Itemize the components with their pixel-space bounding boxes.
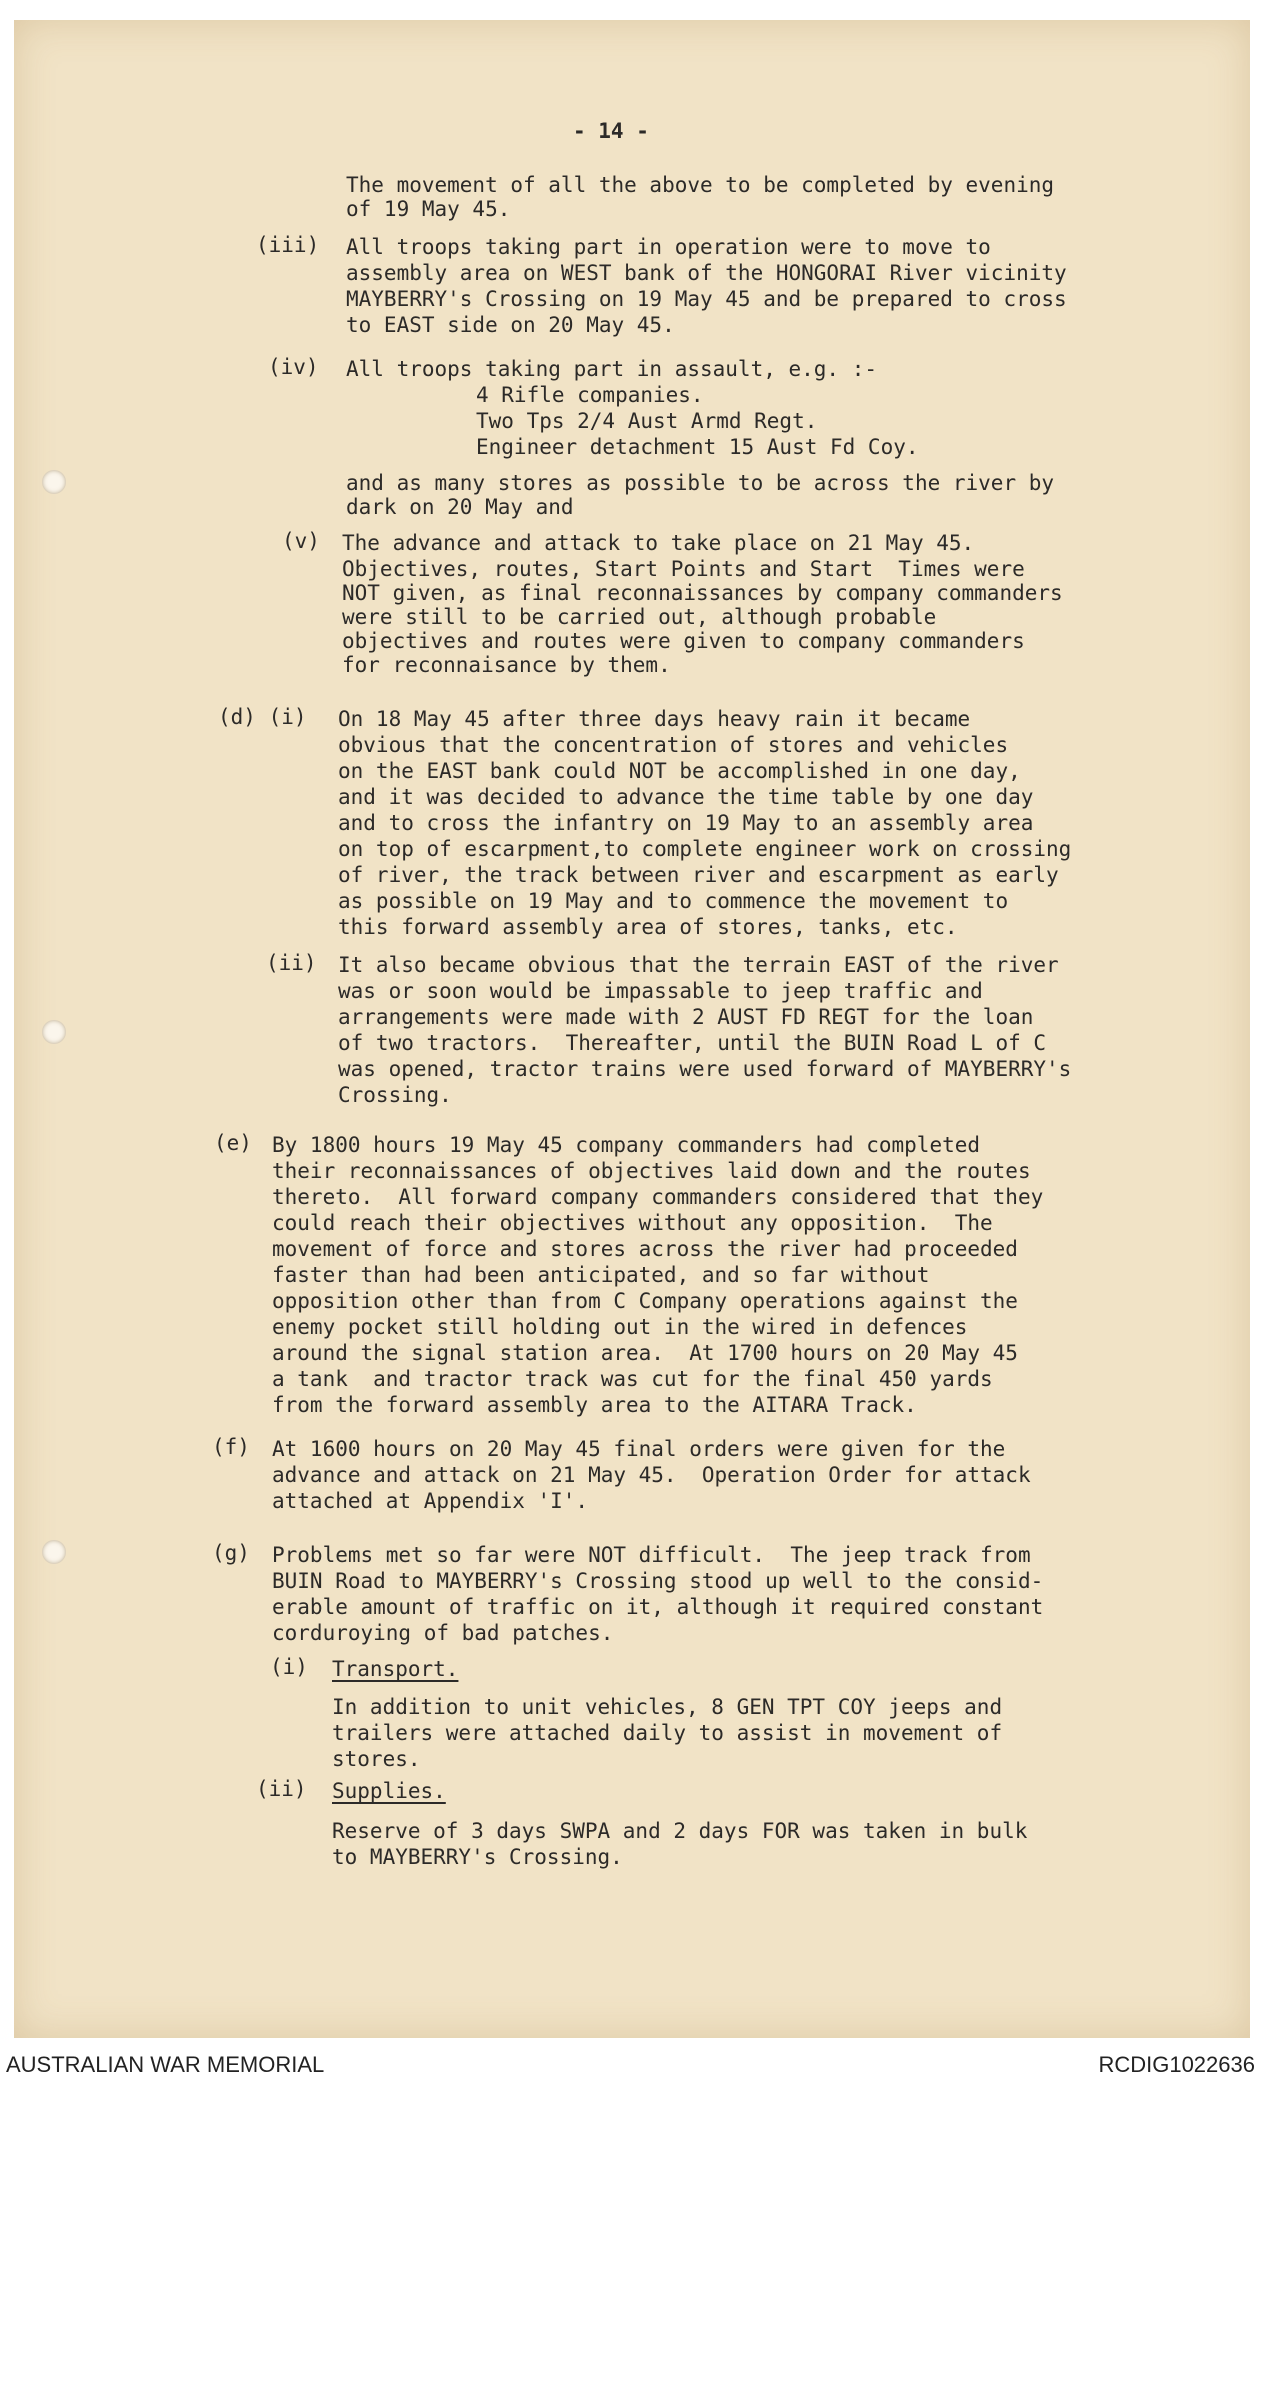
text-line: on the EAST bank could NOT be accomplished in one day,	[338, 759, 1021, 783]
para-marker: (v)	[282, 529, 320, 553]
text-line: arrangements were made with 2 AUST FD REGT for the loan	[338, 1005, 1034, 1029]
text-line: NOT given, as final reconnaissances by company commanders	[342, 581, 1063, 605]
text-line: All troops taking part in assault, e.g. :-	[346, 357, 878, 381]
text-line: of river, the track between river and escarpment as early	[338, 863, 1059, 887]
text-line: were still to be carried out, although probable	[342, 605, 937, 629]
para-marker: (e)	[214, 1131, 252, 1155]
text-line: erable amount of traffic on it, although it required constant	[272, 1595, 1044, 1619]
text-line: their reconnaissances of objectives laid down and the routes	[272, 1159, 1031, 1183]
text-line: a tank and tractor track was cut for the final 450 yards	[272, 1367, 993, 1391]
text-line: 4 Rifle companies.	[476, 383, 704, 407]
text-line: and it was decided to advance the time table by one day	[338, 785, 1034, 809]
text-line: movement of force and stores across the river had proceeded	[272, 1237, 1018, 1261]
text-line: to EAST side on 20 May 45.	[346, 313, 675, 337]
text-line: opposition other than from C Company operations against the	[272, 1289, 1018, 1313]
footer-catalogue-id: RCDIG1022636	[1098, 2052, 1255, 2077]
page-number: - 14 -	[573, 119, 649, 143]
subheading-transport: Transport.	[332, 1657, 459, 1681]
text-line: In addition to unit vehicles, 8 GEN TPT COY jeeps and	[332, 1695, 1003, 1719]
text-line: At 1600 hours on 20 May 45 final orders were given for the	[272, 1437, 1006, 1461]
text-line: around the signal station area. At 1700 hours on 20 May 45	[272, 1341, 1018, 1365]
text-line: and as many stores as possible to be across the river by	[346, 471, 1055, 495]
text-line: The movement of all the above to be completed by evening	[346, 173, 1055, 197]
text-line: could reach their objectives without any opposition. The	[272, 1211, 993, 1235]
text-line: By 1800 hours 19 May 45 company commanders had completed	[272, 1133, 981, 1157]
text-line: faster than had been anticipated, and so far without	[272, 1263, 930, 1287]
para-marker: (iv)	[268, 355, 319, 379]
text-line: enemy pocket still holding out in the wired in defences	[272, 1315, 968, 1339]
text-line: of 19 May 45.	[346, 197, 511, 221]
text-line: On 18 May 45 after three days heavy rain it became	[338, 707, 971, 731]
para-marker: (f)	[212, 1435, 250, 1459]
text-line: trailers were attached daily to assist in movement of	[332, 1721, 1003, 1745]
para-marker: (ii)	[266, 951, 317, 975]
text-line: for reconnaisance by them.	[342, 653, 671, 677]
text-line: thereto. All forward company commanders considered that they	[272, 1185, 1044, 1209]
para-marker: (i)	[270, 1655, 308, 1679]
text-line: and to cross the infantry on 19 May to an assembly area	[338, 811, 1034, 835]
text-line: obvious that the concentration of stores and vehicles	[338, 733, 1009, 757]
subheading-supplies: Supplies.	[332, 1779, 446, 1803]
text-line: to MAYBERRY's Crossing.	[332, 1845, 623, 1869]
text-line: BUIN Road to MAYBERRY's Crossing stood up well to the consid-	[272, 1569, 1044, 1593]
text-line: Reserve of 3 days SWPA and 2 days FOR was taken in bulk	[332, 1819, 1028, 1843]
text-line: Crossing.	[338, 1083, 452, 1107]
text-line: corduroying of bad patches.	[272, 1621, 614, 1645]
text-line: stores.	[332, 1747, 421, 1771]
footer-institution: AUSTRALIAN WAR MEMORIAL	[6, 2052, 325, 2077]
text-line: All troops taking part in operation were to move to	[346, 235, 991, 259]
text-line: objectives and routes were given to company commanders	[342, 629, 1025, 653]
para-marker: (ii)	[256, 1777, 307, 1801]
text-line: Objectives, routes, Start Points and Start Times were	[342, 557, 1025, 581]
text-line: from the forward assembly area to the AITARA Track.	[272, 1393, 917, 1417]
text-line: The advance and attack to take place on 21 May 45.	[342, 531, 975, 555]
text-line: MAYBERRY's Crossing on 19 May 45 and be prepared to cross	[346, 287, 1067, 311]
text-line: Two Tps 2/4 Aust Armd Regt.	[476, 409, 818, 433]
text-line: as possible on 19 May and to commence the movement to	[338, 889, 1009, 913]
text-line: was or soon would be impassable to jeep traffic and	[338, 979, 983, 1003]
text-line: assembly area on WEST bank of the HONGORAI River vicinity	[346, 261, 1067, 285]
para-marker: (g)	[212, 1541, 250, 1565]
text-line: this forward assembly area of stores, tanks, etc.	[338, 915, 958, 939]
text-line: dark on 20 May and	[346, 495, 574, 519]
text-line: Engineer detachment 15 Aust Fd Coy.	[476, 435, 919, 459]
text-line: on top of escarpment,to complete engineer work on crossing	[338, 837, 1072, 861]
text-line: attached at Appendix 'I'.	[272, 1489, 589, 1513]
text-line: was opened, tractor trains were used forward of MAYBERRY's	[338, 1057, 1072, 1081]
archive-footer	[0, 2050, 1263, 2082]
text-line: It also became obvious that the terrain EAST of the river	[338, 953, 1059, 977]
text-line: of two tractors. Thereafter, until the BUIN Road L of C	[338, 1031, 1047, 1055]
para-marker: (iii)	[256, 233, 320, 257]
text-line: Problems met so far were NOT difficult. The jeep track from	[272, 1543, 1031, 1567]
text-line: advance and attack on 21 May 45. Operation Order for attack	[272, 1463, 1031, 1487]
para-marker: (d) (i)	[218, 705, 307, 729]
